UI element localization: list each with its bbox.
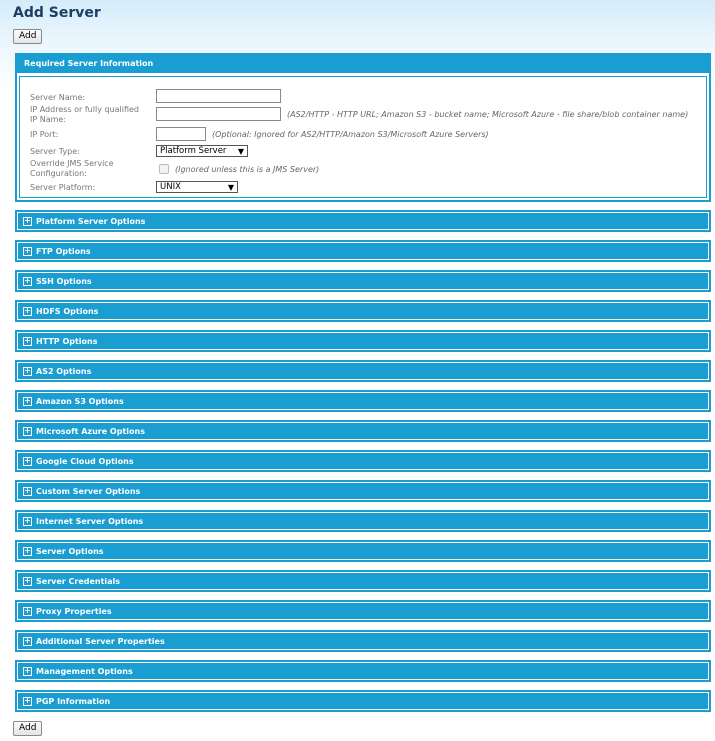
- section-label: Custom Server Options: [36, 486, 141, 496]
- section-label: Management Options: [36, 666, 133, 676]
- server-name-input[interactable]: [156, 89, 281, 103]
- server-platform-row: [30, 181, 702, 195]
- expand-plus-icon[interactable]: +: [24, 486, 31, 495]
- server-type-row: [30, 144, 702, 158]
- section-http-options: [15, 330, 711, 352]
- required-panel-header: Required Server Information: [17, 55, 709, 73]
- section-header-http-options[interactable]: [18, 333, 708, 349]
- caret-down-icon: ▼: [237, 146, 244, 156]
- server-type-value: Platform Server: [160, 146, 227, 156]
- override-jms-label: Override JMS Service Configuration:: [30, 159, 114, 178]
- override-jms-row: [30, 158, 702, 180]
- ip-address-label: IP Address or fully qualified IP Name:: [30, 105, 139, 124]
- add-button-bottom[interactable]: Add: [13, 721, 42, 736]
- section-label: PGP Information: [36, 696, 111, 706]
- section-header-pgp-information[interactable]: [18, 693, 708, 709]
- ip-address-hint: (AS2/HTTP - HTTP URL; Amazon S3 - bucket name; Microsoft Azure - file share/blob container name): [287, 109, 689, 119]
- caret-down-icon: ▼: [227, 182, 234, 192]
- expand-plus-icon[interactable]: +: [24, 336, 31, 345]
- section-label: Platform Server Options: [36, 216, 146, 226]
- expand-plus-icon[interactable]: +: [24, 456, 31, 465]
- server-platform-select[interactable]: [156, 181, 238, 193]
- section-header-ssh-options[interactable]: [18, 273, 708, 289]
- expand-plus-icon[interactable]: +: [24, 576, 31, 585]
- section-platform-server-options: [15, 210, 711, 232]
- expand-plus-icon[interactable]: +: [24, 606, 31, 615]
- section-amazon-s3-options: [15, 390, 711, 412]
- section-label: Proxy Properties: [36, 606, 112, 616]
- section-custom-server-options: [15, 480, 711, 502]
- expand-plus-icon[interactable]: +: [24, 276, 31, 285]
- section-management-options: [15, 660, 711, 682]
- add-button-top[interactable]: Add: [13, 29, 42, 44]
- section-header-ftp-options[interactable]: [18, 243, 708, 259]
- section-microsoft-azure-options: [15, 420, 711, 442]
- server-name-control: [156, 89, 281, 103]
- section-header-additional-server-properties[interactable]: [18, 633, 708, 649]
- section-label: Additional Server Properties: [36, 636, 165, 646]
- section-header-platform-server-options[interactable]: [18, 213, 708, 229]
- server-name-row: [30, 89, 702, 105]
- section-header-server-options[interactable]: [18, 543, 708, 559]
- section-label: SSH Options: [36, 276, 92, 286]
- server-type-select[interactable]: [156, 145, 248, 157]
- section-header-hdfs-options[interactable]: [18, 303, 708, 319]
- section-additional-server-properties: [15, 630, 711, 652]
- expand-plus-icon[interactable]: +: [24, 246, 31, 255]
- section-label: Microsoft Azure Options: [36, 426, 145, 436]
- section-ftp-options: [15, 240, 711, 262]
- ip-port-row: [30, 127, 702, 143]
- expand-plus-icon[interactable]: +: [24, 216, 31, 225]
- section-header-proxy-properties[interactable]: [18, 603, 708, 619]
- ip-address-control: [156, 107, 688, 121]
- section-label: Internet Server Options: [36, 516, 144, 526]
- section-header-server-credentials[interactable]: [18, 573, 708, 589]
- section-pgp-information: [15, 690, 711, 712]
- server-name-label: Server Name:: [30, 93, 86, 102]
- expand-plus-icon[interactable]: +: [24, 366, 31, 375]
- ip-port-input[interactable]: [156, 127, 206, 141]
- section-label: HTTP Options: [36, 336, 98, 346]
- ip-address-input[interactable]: [156, 107, 281, 121]
- expand-plus-icon[interactable]: +: [24, 666, 31, 675]
- ip-port-control: [156, 127, 489, 141]
- section-label: Google Cloud Options: [36, 456, 134, 466]
- section-hdfs-options: [15, 300, 711, 322]
- override-jms-checkbox[interactable]: [159, 164, 169, 174]
- section-as2-options: [15, 360, 711, 382]
- section-header-google-cloud-options[interactable]: [18, 453, 708, 469]
- server-platform-label: Server Platform:: [30, 183, 96, 192]
- expand-plus-icon[interactable]: +: [24, 306, 31, 315]
- expand-plus-icon[interactable]: +: [24, 636, 31, 645]
- expand-plus-icon[interactable]: +: [24, 516, 31, 525]
- server-type-control: [156, 145, 248, 157]
- required-panel-body: [19, 76, 707, 198]
- section-header-management-options[interactable]: [18, 663, 708, 679]
- section-header-internet-server-options[interactable]: [18, 513, 708, 529]
- page-title: Add Server: [13, 5, 101, 21]
- expand-plus-icon[interactable]: +: [24, 546, 31, 555]
- section-server-credentials: [15, 570, 711, 592]
- ip-port-hint: (Optional: Ignored for AS2/HTTP/Amazon S3/Microsoft Azure Servers): [212, 129, 489, 139]
- expand-plus-icon[interactable]: +: [24, 696, 31, 705]
- section-header-microsoft-azure-options[interactable]: [18, 423, 708, 439]
- required-server-info-panel: [15, 53, 711, 202]
- section-header-custom-server-options[interactable]: [18, 483, 708, 499]
- override-jms-control: [156, 164, 319, 174]
- section-ssh-options: [15, 270, 711, 292]
- section-label: AS2 Options: [36, 366, 92, 376]
- override-jms-hint: (Ignored unless this is a JMS Server): [175, 164, 320, 174]
- section-label: Server Options: [36, 546, 104, 556]
- server-type-label: Server Type:: [30, 147, 80, 156]
- ip-port-label: IP Port:: [30, 130, 59, 139]
- section-header-as2-options[interactable]: [18, 363, 708, 379]
- section-label: FTP Options: [36, 246, 91, 256]
- section-header-amazon-s3-options[interactable]: [18, 393, 708, 409]
- section-proxy-properties: [15, 600, 711, 622]
- expand-plus-icon[interactable]: +: [24, 426, 31, 435]
- server-platform-value: UNIX: [160, 182, 181, 192]
- server-platform-control: [156, 181, 238, 193]
- expand-plus-icon[interactable]: +: [24, 396, 31, 405]
- ip-address-row: [30, 105, 702, 125]
- section-internet-server-options: [15, 510, 711, 532]
- section-label: HDFS Options: [36, 306, 99, 316]
- section-server-options: [15, 540, 711, 562]
- section-label: Server Credentials: [36, 576, 121, 586]
- section-label: Amazon S3 Options: [36, 396, 124, 406]
- section-google-cloud-options: [15, 450, 711, 472]
